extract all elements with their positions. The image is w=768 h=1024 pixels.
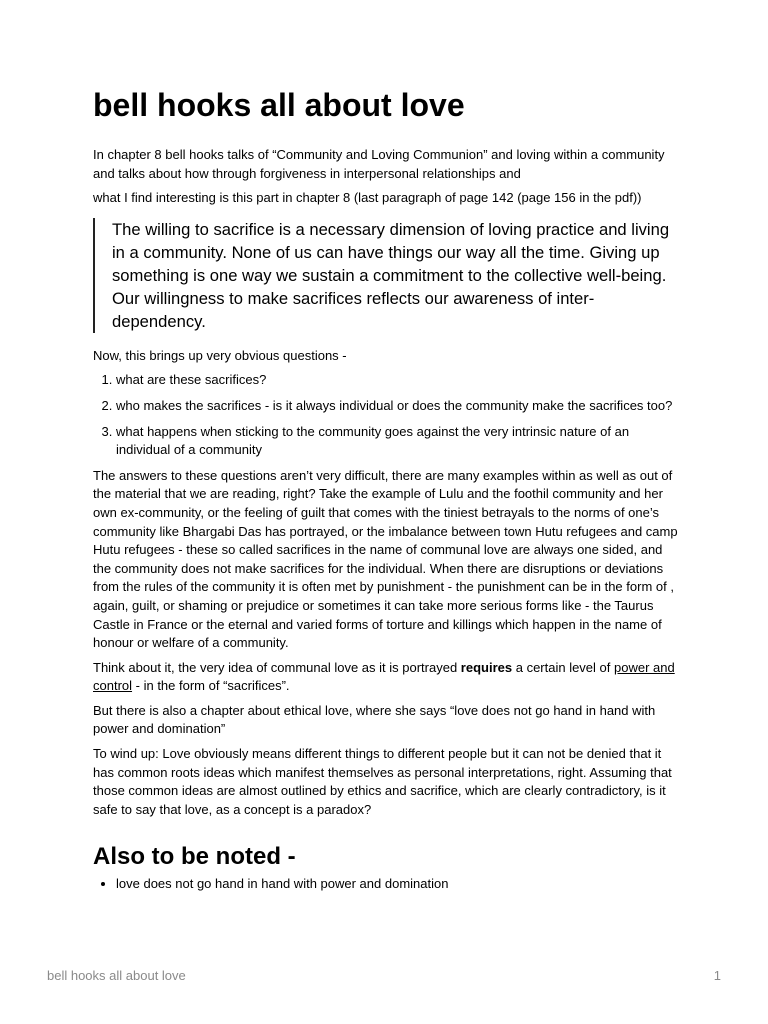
list-item: 1. what are these sacrifices? (116, 371, 683, 390)
list-item: • love does not go hand in hand with power and domination (116, 875, 683, 894)
list-item: 3. what happens when sticking to the community goes against the very intrinsic nature of an individual of a community (116, 423, 683, 460)
intro-paragraph-2: what I find interesting is this part in chapter 8 (last paragraph of page 142 (page 156 in the pdf)) (93, 190, 642, 206)
ethical-paragraph: But there is also a chapter about ethical love, where she says “love does not go hand in hand with power and domination” (93, 702, 656, 737)
document-body (93, 85, 683, 894)
think-bold-text: requires (460, 659, 513, 675)
think-underlined-text: power and control (93, 659, 675, 694)
think-text-after: - in the form of “sacrifices”. (132, 678, 290, 694)
windup-paragraph: To wind up: Love obviously means different things to different people but it can not be denied that it has common roots ideas which manifest themselves as personal interpretations, right. Assuming that those common ideas are almost outlined by ethics and sacrifice, which are clearly contradictory, is it safe to say that love, as a concept is a paradox? (93, 746, 672, 817)
questions-intro: Now, this brings up very obvious questions - (93, 347, 347, 363)
think-text-middle: a certain level of (512, 659, 614, 675)
answers-paragraph: The answers to these questions aren’t very difficult, there are many examples within as well as out of the material that we are reading, right? Take the example of Lulu and the foothil community and her own ex-community, or the feeling of guilt that comes with the tiniest betrayals to the norms of one’s community like Bhargabi Das has portrayed, or the imbalance between town Hutu refugees and camp Hutu refugees - these so called sacrifices in the name of communal love are always one sided, and the community does not make sacrifices for the individual. When there are disruptions or deviations from the rules of the community it is often met by punishment - the punishment can be in the form of , again, guilt, or shaming or prejudice or sometimes it can take more serious forms like - the Taurus Castle in France or the eternal and varied forms of torture and killings which happen in the name of honour or welfare of a community. (93, 467, 678, 651)
questions-list (93, 371, 683, 459)
think-text-before: Think about it, the very idea of communal love as it is portrayed (93, 659, 461, 675)
list-item: 2. who makes the sacrifices - is it always individual or does the community make the sacrifices too? (116, 397, 683, 416)
document-title: bell hooks all about love (93, 87, 465, 123)
quote-block: The willing to sacrifice is a necessary dimension of loving practice and living in a community. None of us can have things our way all the time. Giving up something is one way we sustain a commitment to the collective well-being. Our willingness to make sacrifices reflects our awareness of inter-dependency. (93, 218, 683, 333)
footer-title: bell hooks all about love (47, 968, 186, 983)
think-paragraph (93, 659, 683, 696)
footer-page-number: 1 (713, 968, 721, 983)
also-heading: Also to be noted - (93, 843, 296, 871)
intro-paragraph-1: In chapter 8 bell hooks talks of “Community and Loving Communion” and loving within a community and talks about how through forgiveness in interpersonal relationships and (93, 147, 665, 181)
also-list (93, 875, 683, 894)
